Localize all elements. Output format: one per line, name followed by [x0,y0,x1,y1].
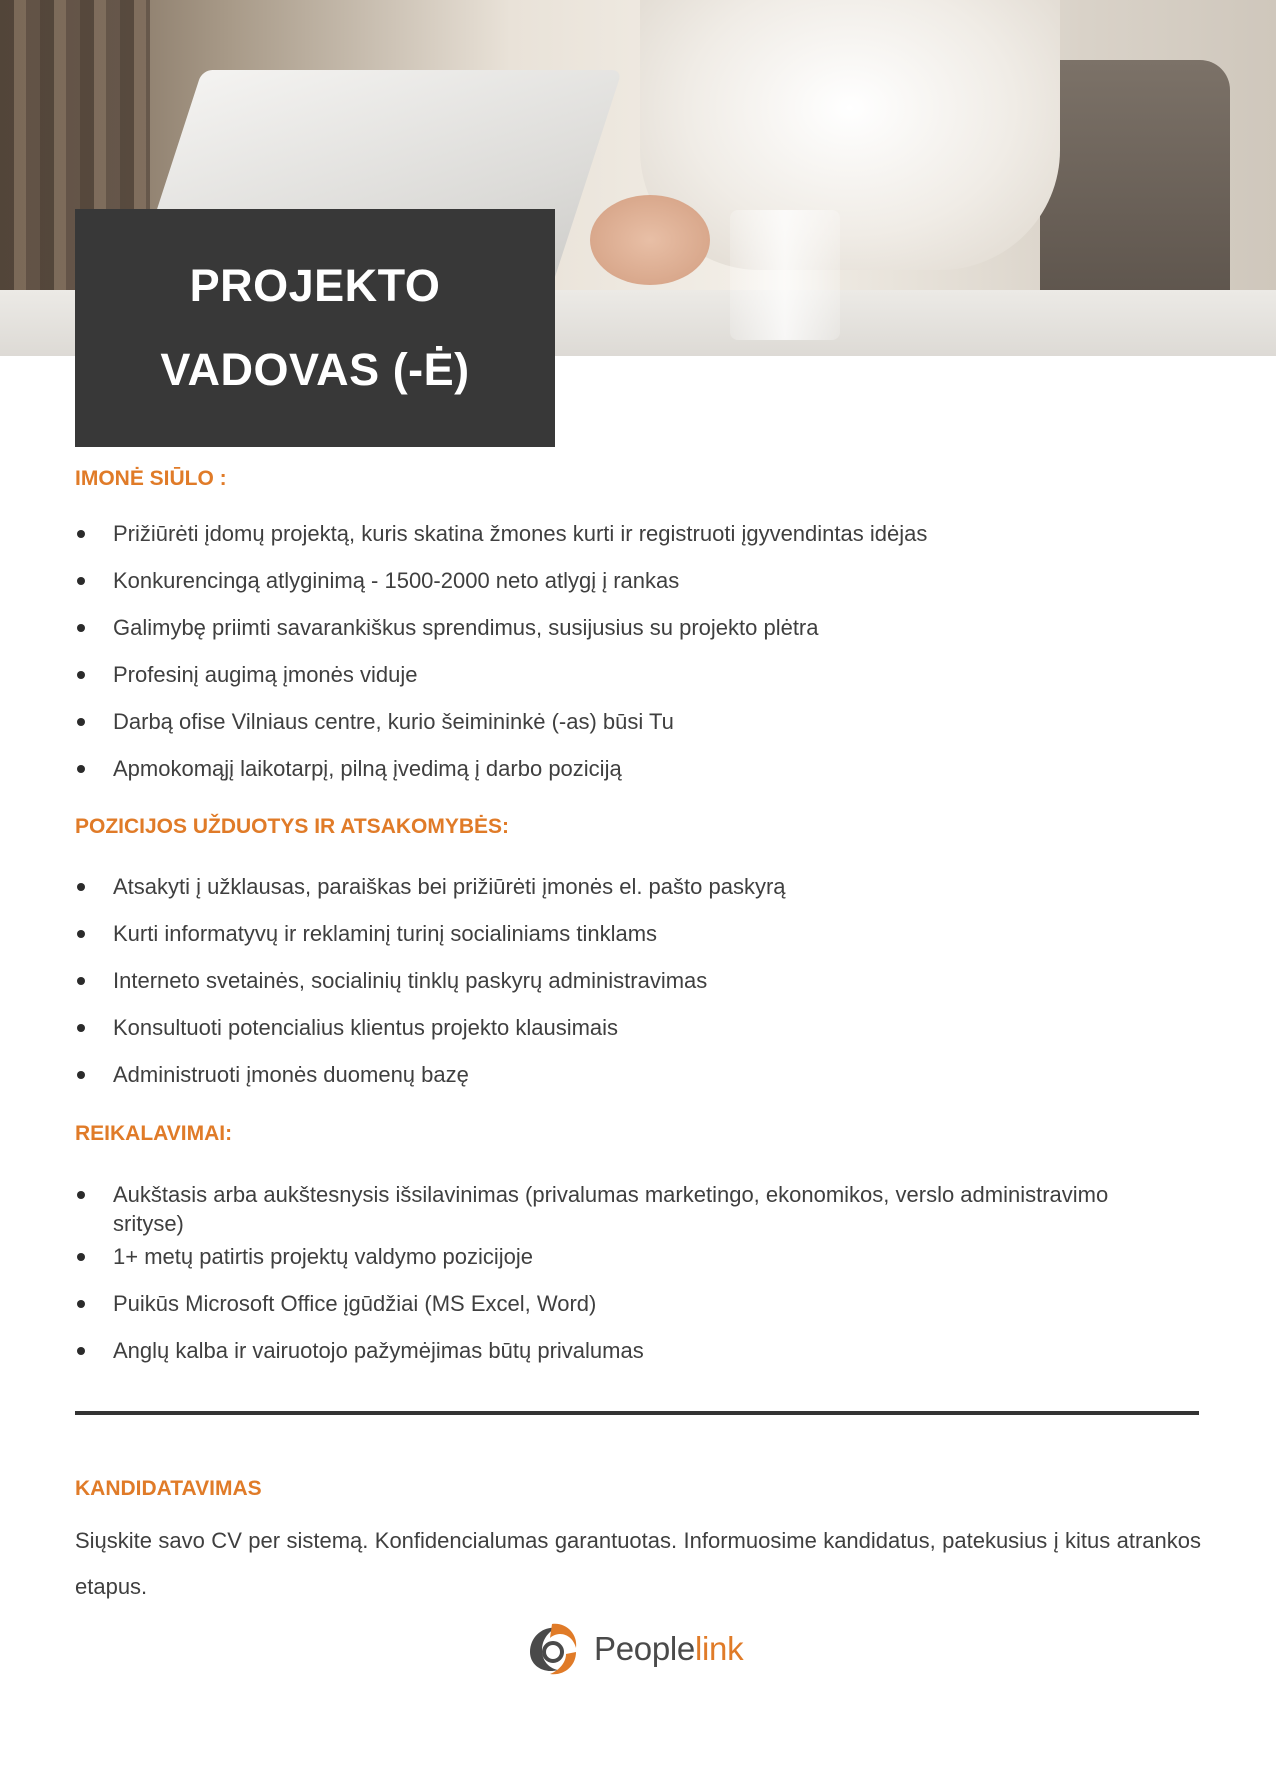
list-item: Konsultuoti potencialius klientus projekto klausimais [75,1013,1205,1042]
list-item: Administruoti įmonės duomenų bazę [75,1060,1205,1089]
section-divider [75,1411,1199,1415]
hands-shape [590,195,710,285]
peoplelink-logo-icon [522,1618,584,1680]
offer-list [75,519,1205,783]
list-item: Apmokomąjį laikotarpį, pilną įvedimą į darbo poziciją [75,754,1205,783]
list-item: Atsakyti į užklausas, paraiškas bei prižiūrėti įmonės el. pašto paskyrą [75,872,1205,901]
list-item: Profesinį augimą įmonės viduje [75,660,1205,689]
requirements-list [75,1180,1165,1365]
list-item: Aukštasis arba aukštesnysis išsilavinimas (privalumas marketingo, ekonomikos, verslo administravimo srityse) [75,1180,1165,1238]
list-item: Prižiūrėti įdomų projektą, kuris skatina žmones kurti ir registruoti įgyvendintas idėjas [75,519,1205,548]
job-title-line-1: PROJEKTO [189,260,441,311]
list-item: Interneto svetainės, socialinių tinklų paskyrų administravimas [75,966,1205,995]
list-item: Galimybę priimti savarankiškus sprendimus, susijusius su projekto plėtra [75,613,1205,642]
job-title-line-2: VADOVAS (-Ė) [160,344,470,395]
list-item: Anglų kalba ir vairuotojo pažymėjimas būtų privalumas [75,1336,1165,1365]
glass-shape [730,210,840,340]
peoplelink-logo [522,1618,743,1680]
list-item: Puikūs Microsoft Office įgūdžiai (MS Excel, Word) [75,1289,1165,1318]
apply-text: Siųskite savo CV per sistemą. Konfidencialumas garantuotas. Informuosime kandidatus, patekusius į kitus atrankos etapus. [75,1528,1201,1599]
brand-name-part1: People [594,1630,695,1667]
apply-heading: KANDIDATAVIMAS [75,1477,262,1500]
requirements-heading: REIKALAVIMAI: [75,1122,233,1145]
brand-name-part2: link [694,1630,744,1667]
job-title-box [75,209,555,447]
list-item: Darbą ofise Vilniaus centre, kurio šeimininkė (-as) būsi Tu [75,707,1205,736]
list-item: Konkurencingą atlyginimą - 1500-2000 neto atlygį į rankas [75,566,1205,595]
brand-name [594,1630,743,1668]
tasks-heading: POZICIJOS UŽDUOTYS IR ATSAKOMYBĖS: [75,815,510,838]
list-item: Kurti informatyvų ir reklaminį turinį socialiniams tinklams [75,919,1205,948]
tasks-list [75,872,1205,1089]
list-item: 1+ metų patirtis projektų valdymo pozicijoje [75,1242,1165,1271]
offer-heading: IMONĖ SIŪLO : [75,467,227,490]
chair-shape [1040,60,1230,300]
